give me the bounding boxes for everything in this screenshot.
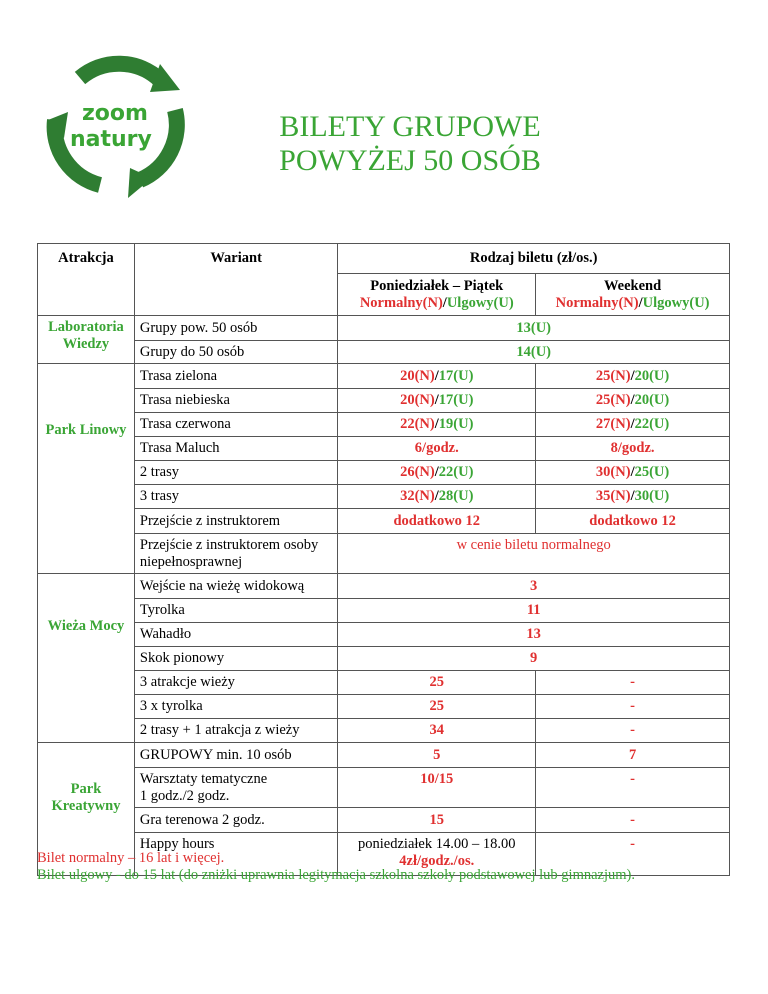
price-cell: 3 <box>338 574 730 599</box>
price-weekday: 26(N)/22(U) <box>338 461 536 485</box>
table-row <box>38 413 730 437</box>
price-weekend: - <box>536 695 730 719</box>
price-cell: 13 <box>338 623 730 647</box>
legend-normal: Normalny(N) <box>359 294 443 311</box>
title-line-2: POWYŻEJ 50 OSÓB <box>279 144 541 177</box>
price-weekday: 34 <box>338 719 536 743</box>
wariant-cell: 2 trasy <box>134 461 337 485</box>
table-row <box>38 461 730 485</box>
table-row <box>38 768 730 808</box>
table-row <box>38 509 730 534</box>
legend-slash: / <box>638 294 643 311</box>
price-weekday: 25 <box>338 695 536 719</box>
price-weekend: dodatkowo 12 <box>536 509 730 534</box>
price-weekend: - <box>536 833 730 876</box>
header-wariant: Wariant <box>134 244 337 316</box>
footer-notes <box>37 850 635 884</box>
wariant-cell: Trasa Maluch <box>134 437 337 461</box>
wariant-cell: Trasa czerwona <box>134 413 337 437</box>
wariant-cell: Przejście z instruktorem osoby niepełnosprawnej <box>134 534 337 574</box>
price-weekend: 30(N)/25(U) <box>536 461 730 485</box>
table-row <box>38 316 730 341</box>
wariant-cell: Grupy do 50 osób <box>134 341 337 364</box>
header-atrakcja: Atrakcja <box>38 244 135 316</box>
table-row <box>38 364 730 389</box>
table-row <box>38 534 730 574</box>
happy-hours-time: poniedziałek 14.00 – 18.00 <box>358 836 516 852</box>
wariant-cell: Grupy pow. 50 osób <box>134 316 337 341</box>
price-weekday: 22(N)/19(U) <box>338 413 536 437</box>
price-cell: 13(U) <box>338 316 730 341</box>
wariant-cell: Wejście na wieżę widokową <box>134 574 337 599</box>
price-weekday: dodatkowo 12 <box>338 509 536 534</box>
legend-slash: / <box>442 294 447 311</box>
wariant-cell: Trasa niebieska <box>134 389 337 413</box>
subheader-weekend <box>536 274 730 316</box>
price-weekday: 5 <box>338 743 536 768</box>
header-row <box>38 244 730 274</box>
legend-ulgowy: Ulgowy(U) <box>446 294 514 311</box>
price-cell: 9 <box>338 647 730 671</box>
wariant-cell: 3 trasy <box>134 485 337 509</box>
price-weekday: 20(N)/17(U) <box>338 389 536 413</box>
wariant-cell: Trasa zielona <box>134 364 337 389</box>
wariant-cell: Gra terenowa 2 godz. <box>134 808 337 833</box>
table-row <box>38 695 730 719</box>
wariant-line: 1 godz./2 godz. <box>139 787 230 804</box>
title-line-1: BILETY GRUPOWE <box>279 110 541 143</box>
table-row <box>38 485 730 509</box>
wariant-cell: 3 atrakcje wieży <box>134 671 337 695</box>
group-park-kreatywny: Park Kreatywny <box>38 743 135 876</box>
subheader-weekday <box>338 274 536 316</box>
table-row <box>38 671 730 695</box>
svg-text:zoom: zoom <box>82 101 148 126</box>
table-row <box>38 437 730 461</box>
wariant-cell: Tyrolka <box>134 599 337 623</box>
wariant-line: Warsztaty tematyczne <box>139 770 268 787</box>
price-weekday: 25 <box>338 671 536 695</box>
price-weekday: 32(N)/28(U) <box>338 485 536 509</box>
svg-text:natury: natury <box>70 127 152 152</box>
wariant-cell: Wahadło <box>134 623 337 647</box>
subheader-weekend-label: Weekend <box>603 277 662 294</box>
price-weekday: 20(N)/17(U) <box>338 364 536 389</box>
recycle-ring-icon <box>40 50 190 200</box>
price-weekend: 35(N)/30(U) <box>536 485 730 509</box>
table-row <box>38 574 730 599</box>
price-weekend: 27(N)/22(U) <box>536 413 730 437</box>
table-row <box>38 647 730 671</box>
table-row <box>38 389 730 413</box>
wariant-cell <box>134 768 337 808</box>
price-weekend: - <box>536 808 730 833</box>
legend-ulgowy: Ulgowy(U) <box>642 294 710 311</box>
price-weekend: 8/godz. <box>536 437 730 461</box>
table-row <box>38 743 730 768</box>
footnote-normal: Bilet normalny – 16 lat i więcej. <box>37 850 225 866</box>
happy-hours-price: 4zł/godz./os. <box>399 853 475 869</box>
table-row <box>38 341 730 364</box>
footnote-ulgowy: Bilet ulgowy - do 15 lat (do zniżki uprawnia legitymacja szkolna szkoły podstawowej lub gimnazjum). <box>37 867 635 883</box>
price-cell: w cenie biletu normalnego <box>338 534 730 574</box>
wariant-cell: Happy hours <box>134 833 337 876</box>
table-row <box>38 623 730 647</box>
header-rodzaj: Rodzaj biletu (zł/os.) <box>338 244 730 274</box>
wariant-cell: Skok pionowy <box>134 647 337 671</box>
price-weekend: 25(N)/20(U) <box>536 364 730 389</box>
price-weekend: - <box>536 671 730 695</box>
price-cell: 14(U) <box>338 341 730 364</box>
group-wieza-mocy: Wieża Mocy <box>38 574 135 743</box>
wariant-cell: Przejście z instruktorem <box>134 509 337 534</box>
wariant-cell: 3 x tyrolka <box>134 695 337 719</box>
table-row <box>38 808 730 833</box>
zoom-natury-logo <box>40 50 190 200</box>
price-weekday: 10/15 <box>338 768 536 808</box>
group-laboratoria: Laboratoria Wiedzy <box>38 316 135 364</box>
page-title <box>240 110 580 178</box>
legend-normal: Normalny(N) <box>555 294 639 311</box>
price-table <box>37 243 730 876</box>
subheader-weekday-label: Poniedziałek – Piątek <box>370 277 504 294</box>
wariant-cell: 2 trasy + 1 atrakcja z wieży <box>134 719 337 743</box>
wariant-cell: GRUPOWY min. 10 osób <box>134 743 337 768</box>
price-weekday: 6/godz. <box>338 437 536 461</box>
price-weekend: - <box>536 719 730 743</box>
table-row <box>38 599 730 623</box>
price-weekend: 25(N)/20(U) <box>536 389 730 413</box>
price-weekday: 15 <box>338 808 536 833</box>
group-park-linowy: Park Linowy <box>38 364 135 574</box>
price-cell: 11 <box>338 599 730 623</box>
price-weekend: - <box>536 768 730 808</box>
table-row <box>38 719 730 743</box>
price-weekend: 7 <box>536 743 730 768</box>
